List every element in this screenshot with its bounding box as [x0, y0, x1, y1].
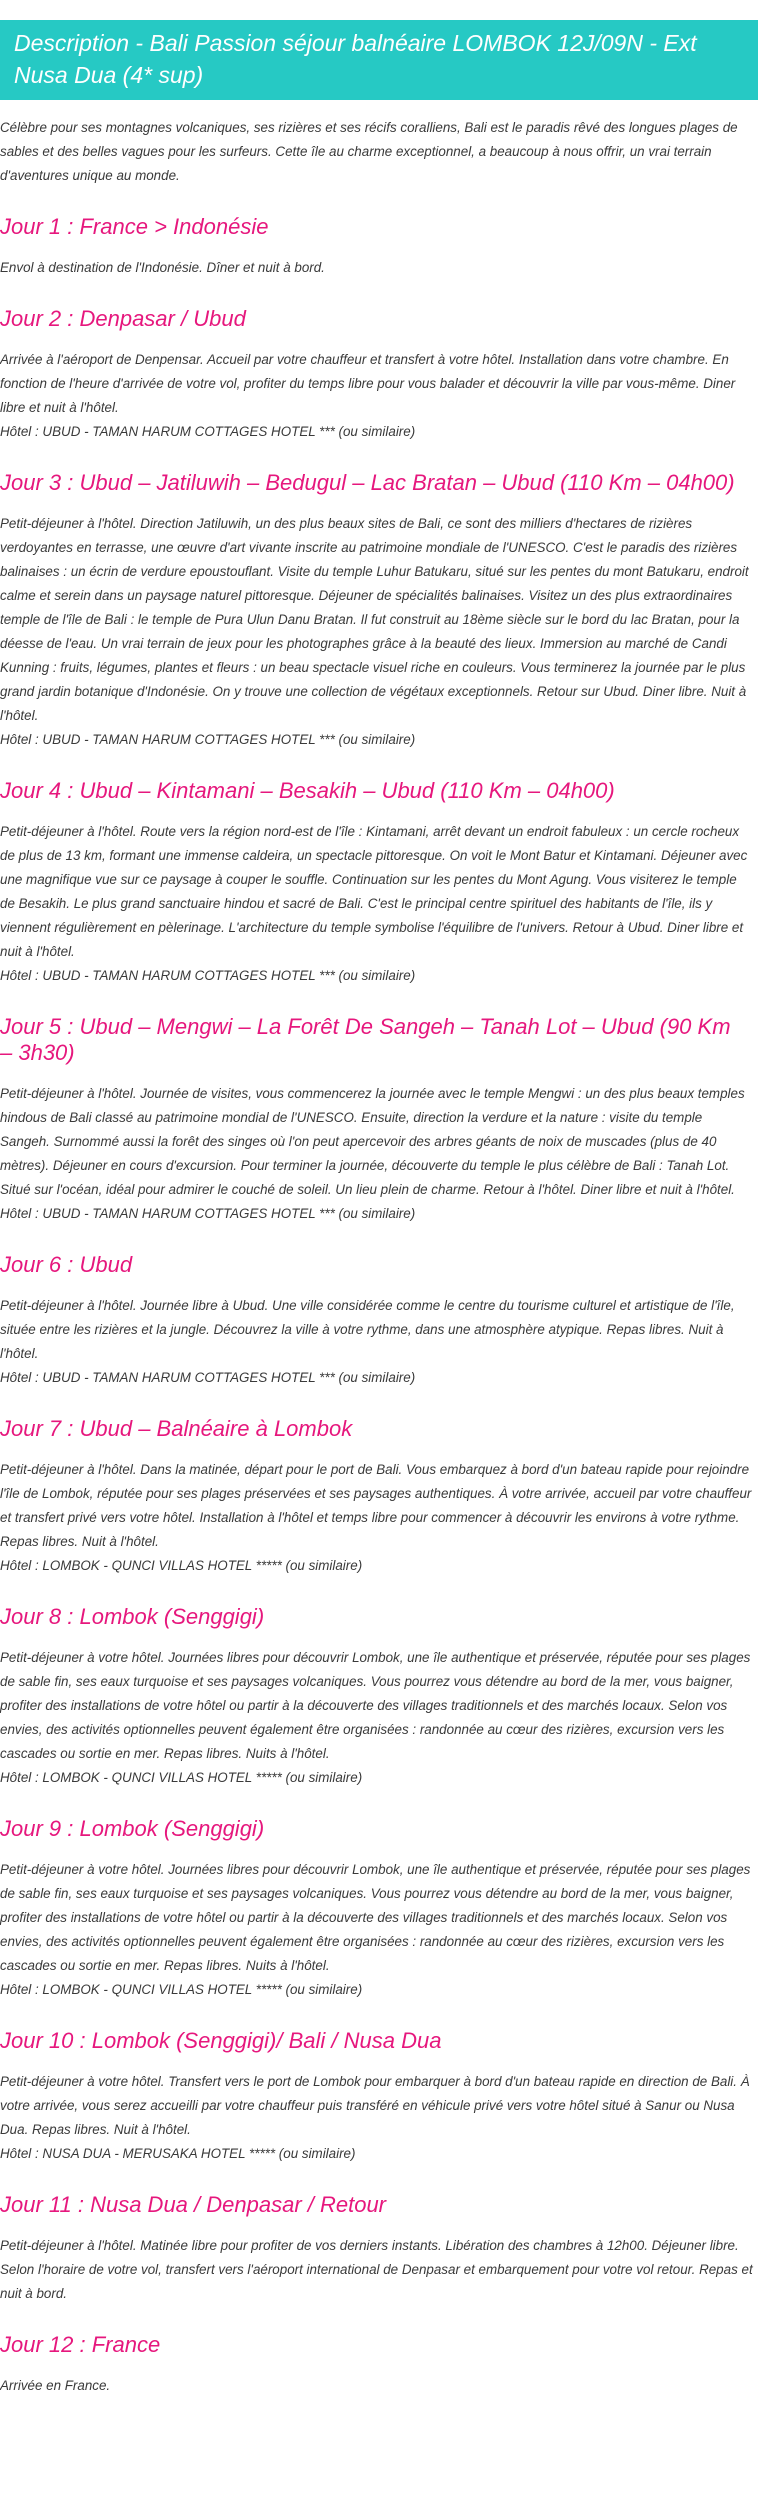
day-hotel: Hôtel : LOMBOK - QUNCI VILLAS HOTEL ***** (ou similaire)	[0, 1770, 363, 1785]
day-description: Petit-déjeuner à l'hôtel. Journée libre à Ubud. Une ville considérée comme le centre du tourisme culturel et artistique de l'île, située entre les rizières et la jungle. Découvrez la ville à votre rythme, dans une atmosphère atypique. Repas libres. Nuit à l'hôtel.	[0, 1298, 735, 1361]
day-section	[0, 1604, 758, 1790]
day-description: Petit-déjeuner à l'hôtel. Dans la matinée, départ pour le port de Bali. Vous embarquez à bord d'un bateau rapide pour rejoindre l'île de Lombok, réputée pour ses plages préservées et ses paysages authentiques. À votre arrivée, accueil par votre chauffeur et transfert privé vers votre hôtel. Installation à l'hôtel et temps libre pour commencer à découvrir les environs à votre rythme. Repas libres. Nuit à l'hôtel.	[0, 1462, 752, 1549]
day-heading: Jour 3 : Ubud – Jatiluwih – Bedugul – Lac Bratan – Ubud (110 Km – 04h00)	[0, 470, 735, 495]
day-hotel: Hôtel : UBUD - TAMAN HARUM COTTAGES HOTEL *** (ou similaire)	[0, 424, 416, 439]
day-heading: Jour 6 : Ubud	[0, 1252, 133, 1277]
day-hotel: Hôtel : UBUD - TAMAN HARUM COTTAGES HOTEL *** (ou similaire)	[0, 1206, 416, 1221]
day-heading: Jour 2 : Denpasar / Ubud	[0, 306, 246, 331]
day-description: Petit-déjeuner à l'hôtel. Direction Jatiluwih, un des plus beaux sites de Bali, ce sont des milliers d'hectares de rizières verdoyantes en terrasse, une œuvre d'art vivante inscrite au patrimoine mondiale de l'UNESCO. C'est le paradis des rizières balinaises : un écrin de verdure epoustouflant. Visite du temple Luhur Batukaru, situé sur les pentes du mont Batukaru, endroit calme et serein dans un paysage naturel pittoresque. Déjeuner de spécialités balinaises. Visitez un des plus extraordinaires temple de l'île de Bali : le temple de Pura Ulun Danu Bratan. Il fut construit au 18ème siècle sur le bord du lac Bratan, pour la déesse de l'eau. Un vrai terrain de jeux pour les photographes grâce à la beauté des lieux. Immersion au marché de Candi Kunning : fruits, légumes, plantes et fleurs : un beau spectacle visuel riche en couleurs. Vous terminerez la journée par le plus grand jardin botanique d'Indonésie. On y trouve une collection de végétaux exceptionnels. Retour sur Ubud. Diner libre. Nuit à l'hôtel.	[0, 516, 749, 723]
day-description: Envol à destination de l'Indonésie. Dîner et nuit à bord.	[0, 260, 325, 275]
day-section	[0, 2192, 758, 2306]
day-hotel: Hôtel : UBUD - TAMAN HARUM COTTAGES HOTEL *** (ou similaire)	[0, 732, 416, 747]
day-section	[0, 470, 758, 752]
day-description: Petit-déjeuner à l'hôtel. Route vers la région nord-est de l'île : Kintamani, arrêt devant un endroit fabuleux : un cercle rocheux de plus de 13 km, formant une immense caldeira, un spectacle pittoresque. On voit le Mont Batur et Kintamani. Déjeuner avec une magnifique vue sur ce paysage à couper le souffle. Continuation sur les pentes du Mont Agung. Vous visiterez le temple de Besakih. Le plus grand sanctuaire hindou et sacré de Bali. C'est le principal centre spirituel des habitants de l'île, ils y viennent régulièrement en pèlerinage. L'architecture du temple symbolise l'équilibre de l'univers. Retour à Ubud. Diner libre et nuit à l'hôtel.	[0, 824, 748, 959]
intro-text: Célèbre pour ses montagnes volcaniques, ses rizières et ses récifs coralliens, Bali est le paradis rêvé des longues plages de sables et des belles vagues pour les surfeurs. Cette île au charme exceptionnel, a beaucoup à nous offrir, un vrai terrain d'aventures unique au monde.	[0, 120, 738, 183]
day-section	[0, 1416, 758, 1578]
day-description: Arrivée en France.	[0, 2378, 111, 2393]
day-heading: Jour 8 : Lombok (Senggigi)	[0, 1604, 265, 1629]
day-heading: Jour 9 : Lombok (Senggigi)	[0, 1816, 265, 1841]
day-heading: Jour 12 : France	[0, 2332, 161, 2357]
day-heading: Jour 4 : Ubud – Kintamani – Besakih – Ubud (110 Km – 04h00)	[0, 778, 615, 803]
day-section	[0, 306, 758, 444]
day-hotel: Hôtel : NUSA DUA - MERUSAKA HOTEL ***** (ou similaire)	[0, 2146, 356, 2161]
itinerary-days	[0, 214, 758, 2398]
day-section	[0, 2332, 758, 2398]
day-heading: Jour 10 : Lombok (Senggigi)/ Bali / Nusa Dua	[0, 2028, 442, 2053]
day-hotel: Hôtel : UBUD - TAMAN HARUM COTTAGES HOTEL *** (ou similaire)	[0, 1370, 416, 1385]
day-description: Petit-déjeuner à votre hôtel. Transfert vers le port de Lombok pour embarquer à bord d'un bateau rapide en direction de Bali. À votre arrivée, vous serez accueilli par votre chauffeur puis transféré en véhicule privé vers votre hôtel situé à Sanur ou Nusa Dua. Repas libres. Nuit à l'hôtel.	[0, 2074, 750, 2137]
day-heading: Jour 11 : Nusa Dua / Denpasar / Retour	[0, 2192, 387, 2217]
day-description: Arrivée à l'aéroport de Denpensar. Accueil par votre chauffeur et transfert à votre hôtel. Installation dans votre chambre. En fonction de l'heure d'arrivée de votre vol, profiter du temps libre pour vous balader et découvrir la ville par vous-même. Diner libre et nuit à l'hôtel.	[0, 352, 736, 415]
day-hotel: Hôtel : LOMBOK - QUNCI VILLAS HOTEL ***** (ou similaire)	[0, 1558, 363, 1573]
day-description: Petit-déjeuner à l'hôtel. Matinée libre pour profiter de vos derniers instants. Libération des chambres à 12h00. Déjeuner libre. Selon l'horaire de votre vol, transfert vers l'aéroport international de Denpasar et embarquement pour votre vol retour. Repas et nuit à bord.	[0, 2238, 753, 2301]
day-heading: Jour 1 : France > Indonésie	[0, 214, 269, 239]
day-hotel: Hôtel : UBUD - TAMAN HARUM COTTAGES HOTEL *** (ou similaire)	[0, 968, 416, 983]
day-description: Petit-déjeuner à votre hôtel. Journées libres pour découvrir Lombok, une île authentique et préservée, réputée pour ses plages de sable fin, ses eaux turquoise et ses paysages volcaniques. Vous pourrez vous détendre au bord de la mer, vous baigner, profiter des installations de votre hôtel ou partir à la découverte des villages traditionnels et des marchés locaux. Selon vos envies, des activités optionnelles peuvent également être organisées : randonnée au cœur des rizières, excursion vers les cascades ou sortie en mer. Repas libres. Nuits à l'hôtel.	[0, 1650, 751, 1761]
day-section	[0, 1014, 758, 1226]
day-description: Petit-déjeuner à l'hôtel. Journée de visites, vous commencerez la journée avec le temple Mengwi : un des plus beaux temples hindous de Bali classé au patrimoine mondial de l'UNESCO. Ensuite, direction la verdure et la nature : visite du temple Sangeh. Surnommé aussi la forêt des singes où l'on peut apercevoir des arbres géants de noix de muscades (plus de 40 mètres). Déjeuner en cours d'excursion. Pour terminer la journée, découverte du temple le plus célèbre de Bali : Tanah Lot. Situé sur l'océan, idéal pour admirer le couché de soleil. Un lieu plein de charme. Retour à l'hôtel. Diner libre et nuit à l'hôtel.	[0, 1086, 745, 1197]
day-heading: Jour 7 : Ubud – Balnéaire à Lombok	[0, 1416, 353, 1441]
day-section	[0, 1816, 758, 2002]
day-section	[0, 778, 758, 988]
day-description: Petit-déjeuner à votre hôtel. Journées libres pour découvrir Lombok, une île authentique et préservée, réputée pour ses plages de sable fin, ses eaux turquoise et ses paysages volcaniques. Vous pourrez vous détendre au bord de la mer, vous baigner, profiter des installations de votre hôtel ou partir à la découverte des villages traditionnels et des marchés locaux. Selon vos envies, des activités optionnelles peuvent également être organisées : randonnée au cœur des rizières, excursion vers les cascades ou sortie en mer. Repas libres. Nuits à l'hôtel.	[0, 1862, 751, 1973]
day-section	[0, 2028, 758, 2166]
day-heading: Jour 5 : Ubud – Mengwi – La Forêt De Sangeh – Tanah Lot – Ubud (90 Km – 3h30)	[0, 1014, 731, 1065]
day-section	[0, 1252, 758, 1390]
day-hotel: Hôtel : LOMBOK - QUNCI VILLAS HOTEL ***** (ou similaire)	[0, 1982, 363, 1997]
page-title: Description - Bali Passion séjour balnéaire LOMBOK 12J/09N - Ext Nusa Dua (4* sup)	[0, 20, 758, 100]
day-section	[0, 214, 758, 280]
